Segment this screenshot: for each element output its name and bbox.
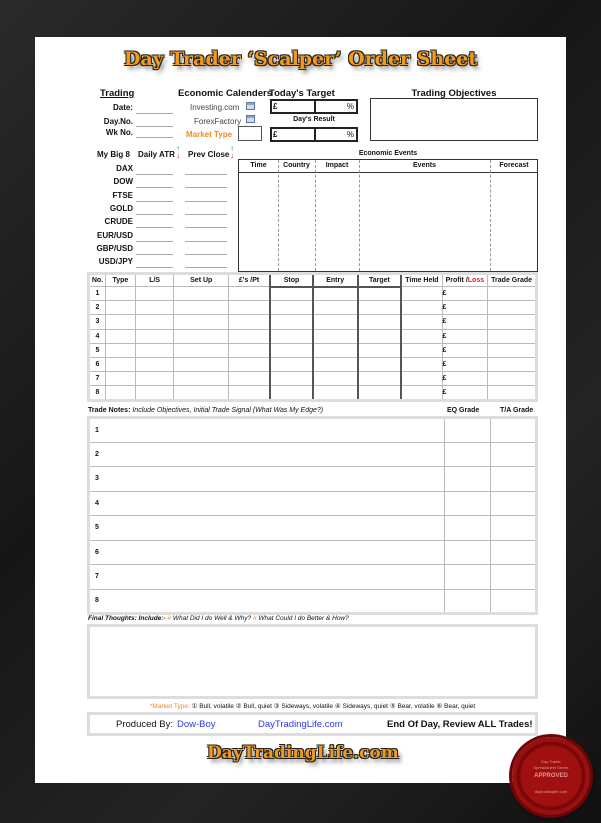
final-thoughts-heading (88, 615, 349, 622)
trade-cell[interactable] (358, 301, 402, 315)
ta-grade-cell[interactable] (491, 467, 537, 492)
objectives-heading: Trading Objectives (411, 88, 497, 99)
trade-cell[interactable] (270, 315, 313, 329)
note-number: 8 (95, 597, 99, 605)
col-label: Type (112, 277, 129, 284)
trade-cell[interactable] (401, 301, 442, 315)
note-cell[interactable] (89, 589, 445, 614)
prev-close-field[interactable] (185, 267, 227, 268)
trade-row (89, 343, 537, 357)
trade-cell[interactable] (313, 386, 358, 400)
note-number: 6 (95, 548, 99, 556)
atr-heading: Daily ATR (138, 150, 175, 159)
trades-col-header (488, 274, 537, 287)
trade-number: 6 (89, 357, 106, 371)
date-field[interactable] (136, 113, 173, 114)
seal-stamp: APPROVED (534, 773, 568, 779)
ta-grade-cell[interactable] (491, 540, 537, 565)
trade-number: 7 (89, 372, 106, 386)
market-label: FTSE (112, 190, 133, 200)
note-number: 3 (95, 475, 99, 483)
eq-grade-cell[interactable] (445, 516, 491, 541)
trade-row (89, 329, 537, 343)
trade-cell[interactable] (105, 287, 135, 301)
currency-label: £ (273, 102, 278, 111)
eq-grade-cell[interactable] (445, 589, 491, 614)
trade-cell[interactable] (228, 357, 270, 371)
eq-grade-cell[interactable] (445, 565, 491, 590)
trade-row (89, 287, 537, 301)
note-row (89, 516, 537, 541)
investing-link[interactable]: Investing.com (190, 103, 240, 112)
up-down-arrows-icon: ↑ ↓ (230, 144, 234, 160)
prev-close-field[interactable] (185, 227, 227, 228)
trade-cell[interactable] (174, 315, 229, 329)
final-q2: What Could I do Better & How? (258, 615, 349, 622)
events-col-header: Events (413, 162, 436, 169)
trade-number: 8 (89, 386, 106, 400)
trade-row (89, 386, 537, 400)
currency-label: £ (273, 130, 278, 139)
note-row (89, 565, 537, 590)
trade-cell[interactable] (105, 357, 135, 371)
trade-number: 2 (89, 301, 106, 315)
trades-col-header (89, 274, 106, 287)
seal-line1: Day Trader (541, 759, 561, 764)
trade-cell[interactable] (105, 386, 135, 400)
prev-close-field[interactable] (185, 214, 227, 215)
trade-notes-hint: Include Objectives, Initial Trade Signal (What Was My Edge?) (132, 407, 324, 414)
trade-cell[interactable] (174, 343, 229, 357)
big8-heading: My Big 8 (97, 150, 130, 159)
trade-cell[interactable] (228, 287, 270, 301)
final-label: Final Thoughts: Include:- (88, 615, 166, 622)
percent-label: % (346, 130, 354, 139)
loss-label: Loss (467, 277, 485, 284)
trade-cell[interactable] (228, 343, 270, 357)
trade-cell[interactable] (401, 287, 442, 301)
note-row (89, 540, 537, 565)
market-type-legend-label: *Market Type: (149, 703, 190, 710)
trade-cell[interactable] (270, 386, 313, 400)
events-col-header: Forecast (499, 162, 529, 169)
final-q1: What Did I do Well & Why? (172, 615, 252, 622)
trade-cell[interactable] (135, 343, 174, 357)
trade-cell[interactable] (358, 357, 402, 371)
note-row (89, 467, 537, 492)
trade-cell[interactable] (174, 329, 229, 343)
note-cell[interactable] (89, 467, 445, 492)
days-result-field[interactable] (270, 127, 358, 142)
trade-cell[interactable] (135, 357, 174, 371)
prev-close-field[interactable] (185, 241, 227, 242)
trade-cell[interactable] (358, 343, 402, 357)
ta-grade-cell[interactable] (491, 516, 537, 541)
hash-icon: # (167, 615, 172, 622)
up-down-arrows-icon: ↑ ↓ (176, 144, 180, 160)
trade-cell[interactable] (270, 287, 313, 301)
profit-loss-cell[interactable]: £ (442, 301, 488, 315)
trade-number: 1 (89, 287, 106, 301)
ta-grade-cell[interactable] (491, 565, 537, 590)
ta-grade-cell[interactable] (491, 442, 537, 467)
note-cell[interactable] (89, 565, 445, 590)
trade-cell[interactable] (105, 329, 135, 343)
site-logo: DayTradingLife.com (207, 743, 399, 763)
target-field[interactable] (270, 99, 358, 114)
trade-cell[interactable] (135, 287, 174, 301)
target-heading: Today's Target (269, 88, 335, 99)
atr-field[interactable] (136, 174, 173, 175)
trade-cell[interactable] (313, 329, 358, 343)
trade-number: 3 (89, 315, 106, 329)
hash-icon: # (252, 615, 257, 622)
atr-field[interactable] (136, 267, 173, 268)
trade-cell[interactable] (174, 301, 229, 315)
trade-cell[interactable] (488, 315, 537, 329)
trade-cell[interactable] (228, 315, 270, 329)
ta-grade-cell[interactable] (491, 589, 537, 614)
eq-grade-cell[interactable] (445, 418, 491, 443)
market-type-item: ① Bull, volatile (191, 703, 234, 710)
prev-close-field[interactable] (185, 201, 227, 202)
trades-table (87, 272, 538, 402)
atr-field[interactable] (136, 214, 173, 215)
notes-table (87, 416, 538, 615)
seal-line2: Spreadsheet Series (533, 765, 569, 770)
author-link[interactable]: Dow-Boy (177, 719, 216, 730)
trade-cell[interactable] (228, 301, 270, 315)
order-sheet (35, 37, 566, 783)
market-label: DOW (113, 177, 133, 187)
trade-row (89, 372, 537, 386)
trade-cell[interactable] (105, 343, 135, 357)
trade-cell[interactable] (135, 329, 174, 343)
trade-cell[interactable] (401, 315, 442, 329)
trade-cell[interactable] (488, 301, 537, 315)
trade-number: 4 (89, 329, 106, 343)
market-type-item: ⑥ Bear, quiet (436, 703, 476, 710)
profit-loss-cell[interactable]: £ (442, 287, 488, 301)
trades-col-header (228, 274, 270, 287)
note-cell[interactable] (89, 516, 445, 541)
market-label: USD/JPY (98, 257, 133, 267)
atr-field[interactable] (136, 201, 173, 202)
trades-col-header (313, 274, 358, 287)
market-type-item: ③ Sideways, volatile (273, 703, 334, 710)
trade-cell[interactable] (174, 386, 229, 400)
trade-cell[interactable] (488, 329, 537, 343)
trade-cell[interactable] (313, 315, 358, 329)
date-label: Date: (112, 103, 133, 112)
note-cell[interactable] (89, 491, 445, 516)
market-type-legend (87, 702, 538, 710)
profit-loss-cell[interactable]: £ (442, 357, 488, 371)
trade-cell[interactable] (228, 372, 270, 386)
note-row (89, 442, 537, 467)
trade-cell[interactable] (401, 343, 442, 357)
ta-grade-heading: T/A Grade (500, 407, 534, 414)
profit-loss-cell[interactable]: £ (442, 386, 488, 400)
trade-cell[interactable] (313, 372, 358, 386)
market-label: GOLD (109, 203, 133, 213)
market-type-item: ④ Sideways, quiet (334, 703, 388, 710)
days-result-label: Day's Result (293, 116, 335, 123)
forexfactory-link[interactable]: ForexFactory (194, 117, 242, 126)
prev-close-field[interactable] (185, 187, 227, 188)
ta-grade-cell[interactable] (491, 491, 537, 516)
col-label: Entry (326, 276, 345, 284)
col-label: L/S (149, 277, 161, 284)
profit-loss-cell[interactable]: £ (442, 315, 488, 329)
trade-row (89, 357, 537, 371)
note-row (89, 491, 537, 516)
prev-close-field[interactable] (185, 174, 227, 175)
wk-no-field[interactable] (136, 137, 173, 138)
col-label: £'s /Pt (238, 277, 260, 284)
trade-cell[interactable] (488, 386, 537, 400)
note-number: 1 (95, 426, 99, 434)
events-table (238, 159, 538, 272)
trade-row (89, 301, 537, 315)
atr-field[interactable] (136, 227, 173, 228)
trade-cell[interactable] (270, 372, 313, 386)
trades-col-header (135, 274, 174, 287)
market-label: EUR/USD (96, 230, 133, 240)
trade-cell[interactable] (228, 329, 270, 343)
trade-cell[interactable] (174, 287, 229, 301)
note-number: 5 (95, 524, 99, 532)
site-link[interactable]: DayTradingLife.com (258, 719, 343, 730)
trade-number: 5 (89, 343, 106, 357)
market-label: GBP/USD (96, 243, 133, 253)
calendar-icon[interactable] (246, 115, 255, 123)
eq-grade-cell[interactable] (445, 491, 491, 516)
market-type-label: Market Type (186, 130, 233, 139)
market-label: DAX (116, 164, 133, 173)
trade-cell[interactable] (401, 372, 442, 386)
prev-close-heading: Prev Close (188, 150, 230, 159)
trade-cell[interactable] (174, 357, 229, 371)
trade-cell[interactable] (313, 301, 358, 315)
trade-cell[interactable] (313, 287, 358, 301)
calendar-icon[interactable] (246, 102, 255, 110)
trades-col-header (442, 274, 488, 287)
eq-grade-heading: EQ Grade (447, 407, 480, 414)
trade-notes-heading (88, 407, 323, 414)
prev-close-field[interactable] (185, 254, 227, 255)
events-col-header: Impact (325, 162, 349, 169)
note-row (89, 418, 537, 443)
col-label: Profit / (445, 277, 468, 284)
produced-by-label: Produced By: (116, 719, 174, 730)
trade-cell[interactable] (313, 357, 358, 371)
seal-url: daytradinglife.com (534, 789, 568, 794)
market-label: CRUDE (104, 217, 133, 227)
trade-cell[interactable] (488, 287, 537, 301)
note-cell[interactable] (89, 442, 445, 467)
trades-col-header (174, 274, 229, 287)
trading-heading: Trading (100, 88, 135, 99)
events-heading: Economic Events (358, 150, 418, 157)
events-col-header: Time (250, 162, 267, 169)
trade-cell[interactable] (488, 372, 537, 386)
day-no-label: Day.No. (103, 117, 133, 126)
market-type-item: ② Bull, quiet (235, 703, 272, 710)
approved-seal (512, 737, 590, 815)
note-cell[interactable] (89, 418, 445, 443)
objectives-field[interactable] (370, 98, 538, 141)
trade-cell[interactable] (358, 386, 402, 400)
trades-col-header (358, 274, 402, 287)
trade-notes-label: Trade Notes: (88, 407, 131, 414)
trade-cell[interactable] (135, 372, 174, 386)
col-label: No. (91, 277, 104, 284)
col-label: Stop (283, 276, 300, 284)
trade-cell[interactable] (401, 329, 442, 343)
profit-loss-cell[interactable]: £ (442, 329, 488, 343)
trade-row (89, 315, 537, 329)
col-label: Target (368, 276, 390, 284)
profit-loss-cell[interactable]: £ (442, 343, 488, 357)
eq-grade-cell[interactable] (445, 442, 491, 467)
trade-cell[interactable] (270, 329, 313, 343)
trade-cell[interactable] (358, 315, 402, 329)
atr-field[interactable] (136, 187, 173, 188)
trade-cell[interactable] (358, 329, 402, 343)
atr-field[interactable] (136, 241, 173, 242)
note-number: 4 (95, 499, 99, 507)
trade-cell[interactable] (401, 386, 442, 400)
eq-grade-cell[interactable] (445, 540, 491, 565)
profit-loss-cell[interactable]: £ (442, 372, 488, 386)
trade-cell[interactable] (105, 372, 135, 386)
col-label: Set Up (190, 277, 213, 284)
market-type-field[interactable] (238, 126, 262, 141)
trade-cell[interactable] (488, 343, 537, 357)
trade-cell[interactable] (105, 315, 135, 329)
trade-cell[interactable] (270, 301, 313, 315)
trade-cell[interactable] (174, 372, 229, 386)
note-cell[interactable] (89, 540, 445, 565)
trade-cell[interactable] (358, 287, 402, 301)
trade-cell[interactable] (401, 357, 442, 371)
trade-cell[interactable] (135, 315, 174, 329)
trade-cell[interactable] (270, 357, 313, 371)
note-row (89, 589, 537, 614)
col-label: Time Held (405, 277, 439, 284)
trade-cell[interactable] (270, 343, 313, 357)
col-label: Trade Grade (491, 277, 533, 284)
trades-col-header (105, 274, 135, 287)
footer-bar (87, 712, 538, 736)
calendars-heading: Economic Calenders (178, 88, 272, 99)
trade-cell[interactable] (135, 301, 174, 315)
trade-cell[interactable] (488, 357, 537, 371)
market-type-item: ⑤ Bear, volatile (389, 703, 435, 710)
trade-cell[interactable] (228, 386, 270, 400)
atr-field[interactable] (136, 254, 173, 255)
events-col-header: Country (283, 162, 310, 169)
note-number: 7 (95, 573, 99, 581)
sheet-title: Day Trader ‘Scalper’ Order Sheet (123, 48, 478, 70)
trade-cell[interactable] (105, 301, 135, 315)
final-thoughts-field[interactable] (87, 624, 538, 699)
day-no-field[interactable] (136, 126, 173, 127)
note-number: 2 (95, 450, 99, 458)
trade-cell[interactable] (358, 372, 402, 386)
ta-grade-cell[interactable] (491, 418, 537, 443)
trades-col-header (401, 274, 442, 287)
trade-cell[interactable] (135, 386, 174, 400)
trades-col-header (270, 274, 313, 287)
percent-label: % (346, 102, 354, 111)
eq-grade-cell[interactable] (445, 467, 491, 492)
trade-cell[interactable] (313, 343, 358, 357)
wk-no-label: Wk No. (105, 128, 133, 137)
slogan: End Of Day, Review ALL Trades! (387, 719, 533, 730)
